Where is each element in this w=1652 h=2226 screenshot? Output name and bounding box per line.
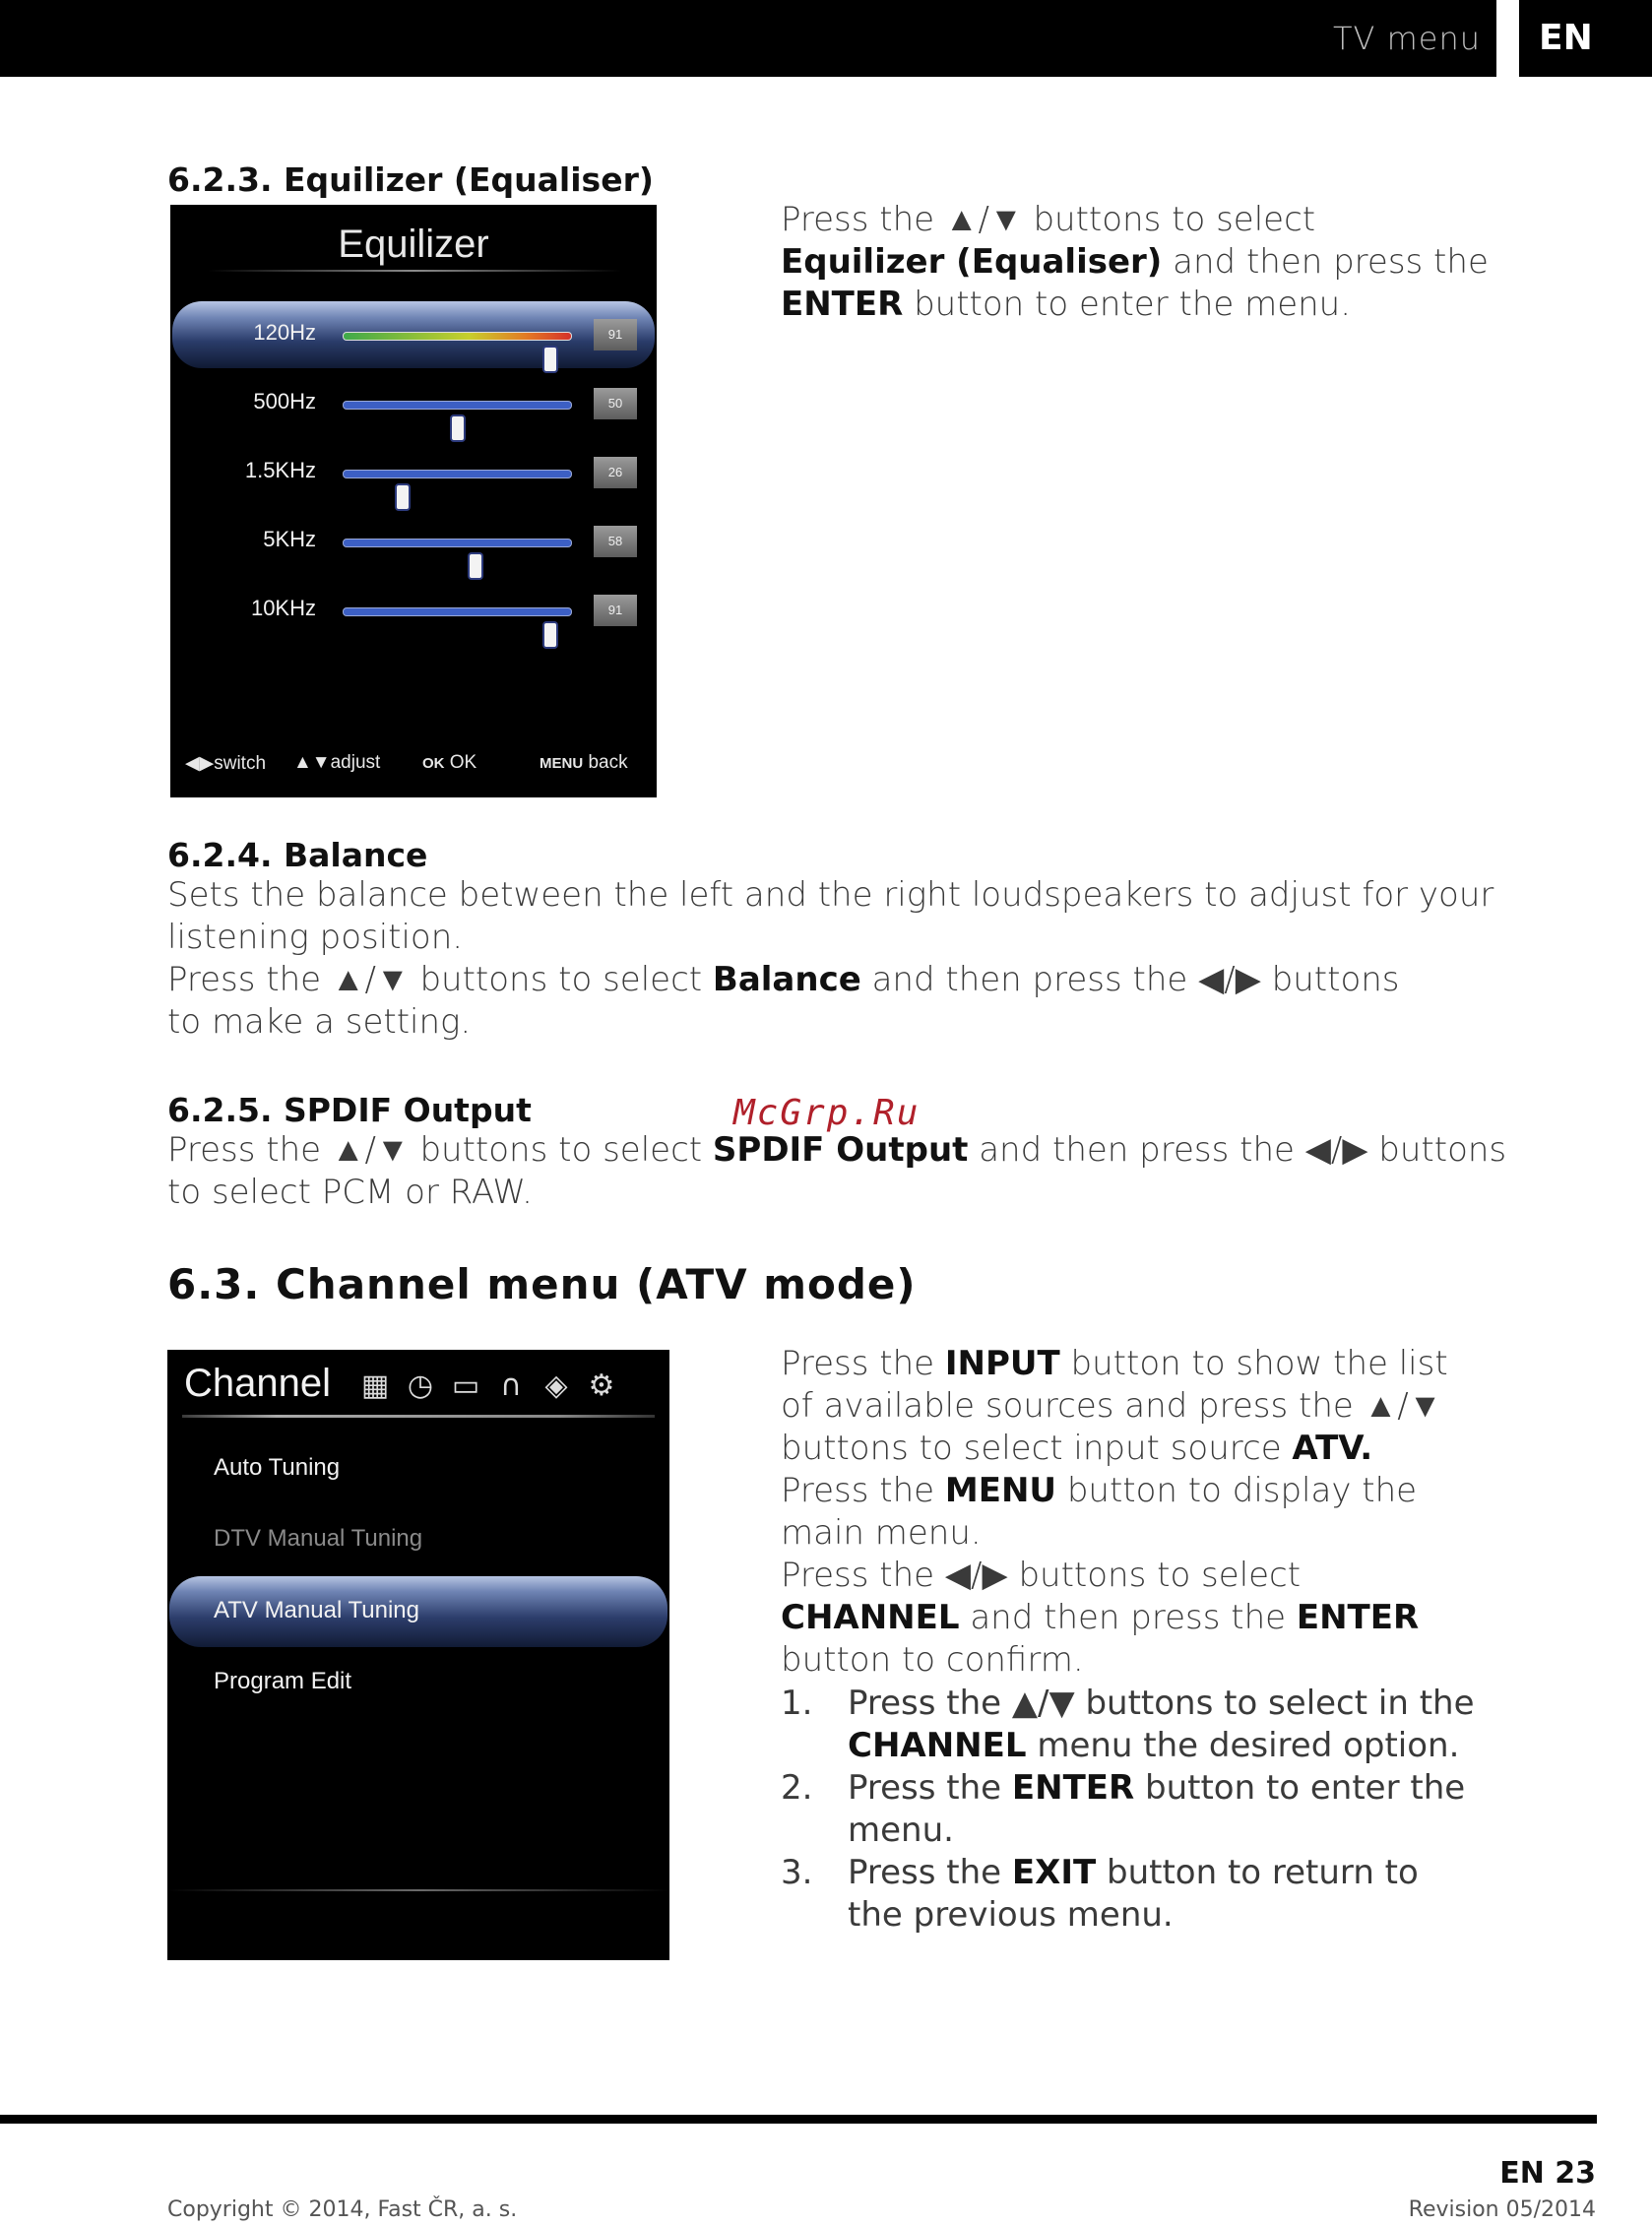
slider-thumb[interactable]	[395, 483, 411, 511]
text: and then press the ◀/▶ buttons to make a setting.	[167, 960, 1400, 1042]
band-value: 58	[594, 526, 637, 557]
ok-key: OK	[422, 755, 445, 772]
text: and then press the	[959, 1598, 1297, 1637]
band-value: 26	[594, 457, 637, 488]
divider	[208, 270, 621, 272]
slider-thumb[interactable]	[542, 621, 558, 649]
text: button to enter the menu.	[848, 1768, 1466, 1850]
band-slider[interactable]	[343, 470, 572, 478]
eq-band[interactable]	[170, 517, 657, 566]
bold-term: MENU	[944, 1471, 1057, 1510]
balance-instructions	[167, 959, 1437, 1044]
equalizer-instructions	[781, 199, 1490, 326]
text: menu the desired option.	[1026, 1726, 1460, 1765]
text: button to return to the previous menu.	[848, 1853, 1419, 1935]
section-heading: 6.2.5. SPDIF Output	[167, 1091, 532, 1129]
channel-title: Channel	[184, 1362, 332, 1405]
bold-term: INPUT	[944, 1344, 1060, 1383]
eq-band[interactable]	[170, 448, 657, 497]
text: Press the	[781, 1471, 945, 1510]
band-slider[interactable]	[343, 539, 572, 547]
equalizer-screen	[170, 205, 657, 797]
spdif-instructions	[167, 1129, 1516, 1214]
band-value: 91	[594, 595, 637, 626]
bold-term: ENTER	[781, 285, 904, 324]
band-slider[interactable]	[343, 401, 572, 410]
channel-menu-screen	[167, 1350, 669, 1960]
text: button to show the list of available sources and press the ▲/▼ buttons to select input source	[781, 1344, 1448, 1468]
bold-term: CHANNEL	[781, 1598, 960, 1637]
text: Press the	[848, 1853, 1012, 1892]
section-heading: 6.3. Channel menu (ATV mode)	[167, 1260, 917, 1308]
bold-term: SPDIF Output	[712, 1130, 969, 1170]
band-value: 50	[594, 388, 637, 419]
text: Press the	[781, 1344, 945, 1383]
bold-term: EXIT	[1011, 1853, 1097, 1892]
text: Press the	[848, 1768, 1012, 1808]
hint-ok	[422, 752, 477, 774]
list-text	[848, 1767, 1478, 1852]
list-number: 2.	[781, 1768, 813, 1808]
bold-term: Balance	[712, 960, 861, 999]
headphones-icon[interactable]: ∩	[500, 1368, 522, 1403]
ok-text: OK	[444, 752, 477, 773]
bold-term: ATV.	[1292, 1429, 1373, 1468]
bold-term: Equilizer (Equaliser)	[781, 242, 1163, 282]
page-number: EN 23	[1499, 2156, 1596, 2191]
section-heading: 6.2.4. Balance	[167, 836, 428, 874]
list-text	[848, 1683, 1478, 1767]
list-number: 3.	[781, 1853, 813, 1892]
copyright: Copyright © 2014, Fast ČR, a. s.	[167, 2197, 518, 2222]
text: button to display the main menu.	[781, 1471, 1418, 1553]
slider-thumb[interactable]	[468, 552, 483, 580]
language-tab	[1519, 0, 1652, 77]
list-text	[848, 1852, 1478, 1937]
tv-icon[interactable]: ▭	[451, 1368, 480, 1403]
text: Press the ▲/▼ buttons to select	[167, 960, 713, 999]
hint-back	[540, 752, 628, 774]
text: Press the ◀/▶ buttons to select	[781, 1556, 1302, 1595]
menu-item-atv-manual-tuning[interactable]: ATV Manual Tuning	[214, 1597, 420, 1623]
text: and then press the	[1162, 242, 1489, 282]
header-bar	[0, 0, 1496, 77]
revision: Revision 05/2014	[1408, 2197, 1596, 2222]
clock-icon[interactable]: ◷	[407, 1368, 434, 1403]
band-label: 1.5KHz	[244, 458, 316, 482]
divider	[182, 1415, 655, 1418]
language-label: EN	[1539, 18, 1593, 58]
slider-thumb[interactable]	[450, 414, 466, 442]
picture-icon[interactable]: ▦	[360, 1368, 390, 1403]
back-text: back	[583, 752, 628, 773]
text: button to confirm.	[781, 1640, 1084, 1680]
band-label: 120Hz	[253, 320, 316, 345]
divider	[167, 1889, 669, 1891]
bold-term: CHANNEL	[848, 1726, 1027, 1765]
text: Press the ▲/▼ buttons to select	[781, 200, 1316, 239]
menu-icon-bar	[356, 1367, 620, 1405]
text: Press the ▲/▼ buttons to select in the	[848, 1684, 1475, 1723]
gear-icon[interactable]: ⚙	[588, 1368, 615, 1403]
list-number: 1.	[781, 1684, 813, 1723]
slider-thumb[interactable]	[542, 346, 558, 373]
section-label: TV menu	[1332, 20, 1481, 57]
menu-item-auto-tuning[interactable]: Auto Tuning	[214, 1454, 341, 1481]
text: button to enter the menu.	[903, 285, 1352, 324]
band-value: 91	[594, 319, 637, 350]
band-label: 10KHz	[250, 596, 316, 620]
menu-item-program-edit[interactable]: Program Edit	[214, 1668, 352, 1694]
band-slider[interactable]	[343, 607, 572, 616]
section-heading: 6.2.3. Equilizer (Equaliser)	[167, 160, 654, 199]
hint-adjust: ▲▼adjust	[293, 752, 381, 773]
eq-band[interactable]	[170, 586, 657, 635]
equalizer-title: Equilizer	[338, 223, 489, 266]
band-label: 500Hz	[253, 389, 316, 413]
eq-band[interactable]	[170, 379, 657, 428]
watermark: McGrp.Ru	[733, 1093, 921, 1133]
bold-term: ENTER	[1011, 1768, 1135, 1808]
balance-description: Sets the balance between the left and the right loudspeakers to adjust for your listening position.	[167, 875, 1494, 957]
bold-term: ENTER	[1296, 1598, 1420, 1637]
band-label: 5KHz	[263, 527, 316, 551]
footer-rule	[0, 2115, 1597, 2124]
text: Press the ▲/▼ buttons to select	[167, 1130, 713, 1170]
satellite-icon[interactable]: ◈	[544, 1368, 568, 1403]
menu-item-dtv-manual-tuning[interactable]: DTV Manual Tuning	[214, 1525, 423, 1552]
channel-instructions	[781, 1343, 1490, 1682]
hint-switch: ◀▶switch	[185, 753, 267, 774]
band-slider[interactable]	[343, 332, 572, 341]
eq-band[interactable]	[170, 310, 657, 359]
text: and then press the ◀/▶ buttons to select PCM or RAW.	[167, 1130, 1507, 1212]
menu-key: MENU	[540, 755, 584, 772]
